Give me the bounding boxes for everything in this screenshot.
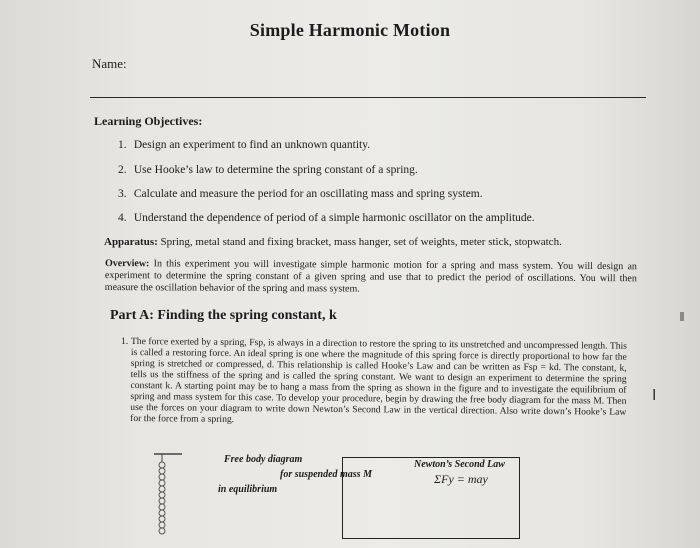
text-cursor-icon: I	[652, 386, 657, 404]
objective-text: Design an experiment to find an unknown quantity.	[133, 139, 371, 151]
page-edge-mark	[680, 312, 684, 321]
part-a-heading: Part A: Finding the spring constant, k	[110, 308, 337, 323]
objective-number: 4.	[118, 212, 127, 224]
objective-item	[118, 188, 483, 200]
part-a-number: 1.	[121, 336, 129, 347]
fbd-subtitle: for suspended mass M	[280, 469, 372, 480]
apparatus-line	[104, 236, 562, 248]
newton-law-equation: ΣFy = may	[434, 472, 488, 486]
objective-item	[118, 164, 418, 176]
objective-item	[118, 212, 535, 224]
page-title: Simple Harmonic Motion	[249, 20, 451, 40]
overview-text: In this experiment you will investigate simple harmonic motion for a spring and mass system. You will design an experiment to determine the spring constant of a given spring and use that to predict the period of oscillations. You will then measure the oscillation behavior of the spring and mass system.	[104, 258, 637, 295]
name-label: Name:	[92, 56, 127, 71]
spring-coils	[159, 462, 165, 534]
apparatus-text: Spring, metal stand and fixing bracket, mass hanger, set of weights, meter stick, stopwatch.	[157, 236, 562, 248]
objective-number: 1.	[118, 139, 127, 151]
overview-label: Overview:	[104, 258, 150, 270]
fbd-title: Free body diagram	[224, 454, 303, 465]
objective-text: Use Hooke’s law to determine the spring constant of a spring.	[133, 164, 418, 176]
objective-number: 3.	[118, 188, 127, 200]
apparatus-label: Apparatus:	[104, 236, 158, 248]
newton-law-title: Newton’s Second Law	[414, 459, 505, 470]
name-line	[90, 97, 646, 98]
objective-text: Understand the dependence of period of a simple harmonic oscillator on the amplitude.	[133, 212, 535, 224]
fbd-equilibrium: in equilibrium	[218, 484, 278, 495]
overview-paragraph	[105, 258, 637, 298]
objective-text: Calculate and measure the period for an oscillating mass and spring system.	[133, 188, 483, 200]
part-a-paragraph: The force exerted by a spring, Fsp, is always in a direction to restore the spring to its unstretched and uncompressed length. This is called a restoring force. An ideal spring is one where the magnitude of this spring force is directly proportional to how far the spring is stretched or compressed, d. This relationship is called Hooke’s Law and can be written as Fsp = kd. The constant, k, tells us the stiffness of the spring and is called the spring constant. We want to design an experiment to determine the spring constant k. A starting point may be to hang a mass from the spring as shown in the figure and to investigate the equilibrium of spring and mass system for this case. To develop your procedure, begin by drawing the free body diagram for the mass M. Then use the forces on your diagram to write down Newton’s Second Law in the vertical direction. Also write down’s Hooke’s Law for the force from a spring.	[130, 336, 627, 426]
objective-number: 2.	[118, 164, 127, 176]
spring-figure	[152, 450, 192, 542]
objective-item	[118, 139, 370, 151]
objectives-heading: Learning Objectives:	[94, 114, 203, 128]
